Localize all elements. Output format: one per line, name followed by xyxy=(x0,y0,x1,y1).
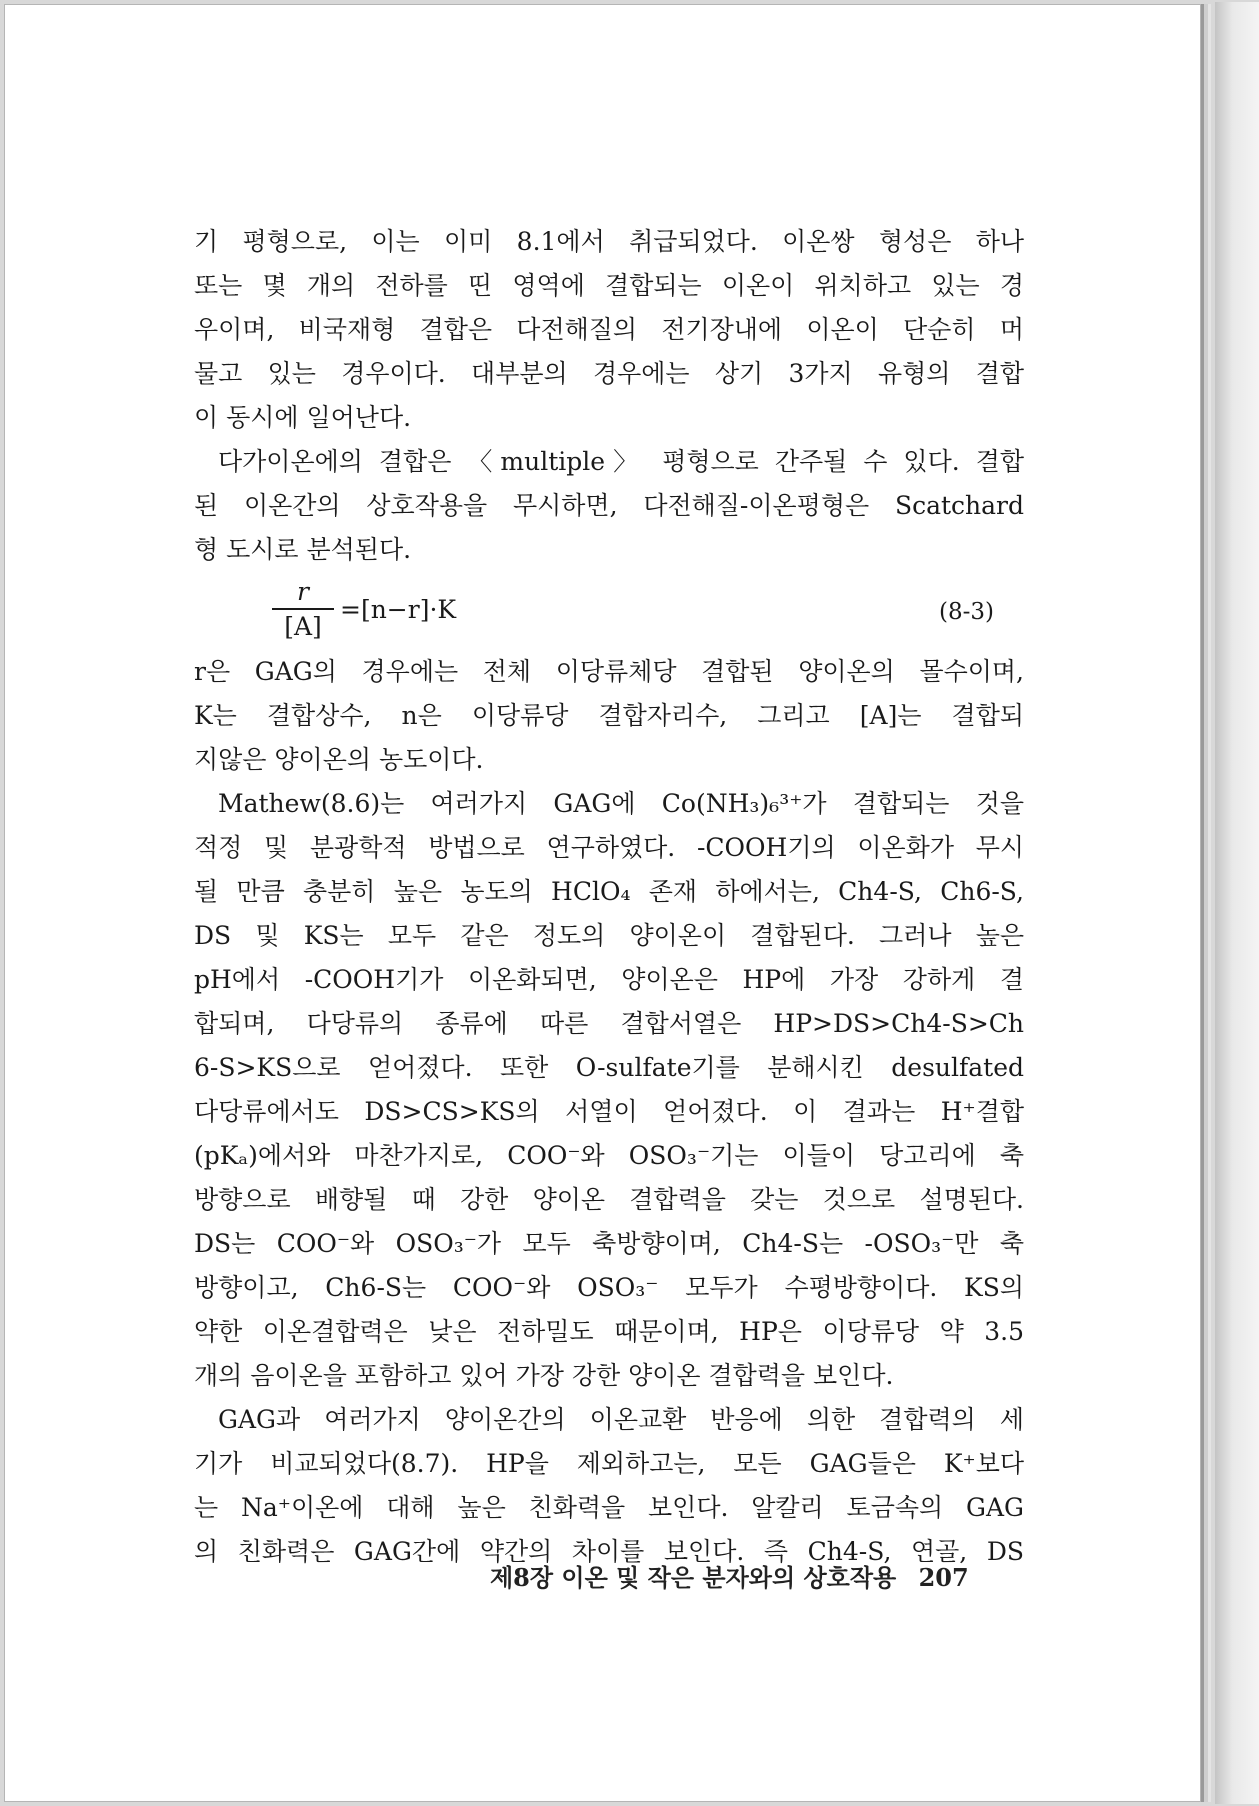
page-edge-shadow xyxy=(1215,2,1259,1804)
text-line: 의 친화력은 GAG간에 약간의 차이를 보인다. 즉 Ch4-S, 연골, DS xyxy=(194,1537,1024,1566)
text-line: K는 결합상수, n은 이당류당 결합자리수, 그리고 [A]는 결합되 xyxy=(194,701,1024,730)
text-line: 될 만큼 충분히 높은 농도의 HClO₄ 존재 하에서는, Ch4-S, Ch6-S, xyxy=(194,877,1024,906)
text-line: GAG과 여러가지 양이온간의 이온교환 반응에 의한 결합력의 세 xyxy=(218,1405,1024,1434)
text-line: 기가 비교되었다(8.7). HP을 제외하고는, 모든 GAG들은 K⁺보다 xyxy=(194,1449,1024,1478)
text-line: 형 도시로 분석된다. xyxy=(194,535,412,564)
equation-denominator: [A] xyxy=(284,612,322,641)
text-line: 방향이고, Ch6-S는 COO⁻와 OSO₃⁻ 모두가 수평방향이다. KS의 xyxy=(194,1273,1024,1302)
equation-number: (8-3) xyxy=(939,599,994,625)
running-footer xyxy=(490,1558,1010,1598)
equation xyxy=(194,578,1024,646)
page-number: 207 xyxy=(918,1563,969,1592)
text-line: 이 동시에 일어난다. xyxy=(194,403,412,432)
text-line: DS 및 KS는 모두 같은 정도의 양이온이 결합된다. 그러나 높은 xyxy=(194,921,1024,950)
text-line: 다당류에서도 DS>CS>KS의 서열이 얻어졌다. 이 결과는 H⁺결합 xyxy=(194,1097,1024,1126)
equation-fraction xyxy=(272,578,334,642)
paragraph xyxy=(194,1398,1024,1574)
text-line: DS는 COO⁻와 OSO₃⁻가 모두 축방향이며, Ch4-S는 -OSO₃⁻만 축 xyxy=(194,1229,1024,1258)
fraction-bar xyxy=(272,608,334,610)
paragraph xyxy=(194,440,1024,572)
text-line: 우이며, 비국재형 결합은 다전해질의 전기장내에 이온이 단순히 머 xyxy=(194,315,1024,344)
text-line: 6-S>KS으로 얻어졌다. 또한 O-sulfate기를 분해시킨 desulfated xyxy=(194,1053,1024,1082)
text-line: 물고 있는 경우이다. 대부분의 경우에는 상기 3가지 유형의 결합 xyxy=(194,359,1024,388)
text-line: r은 GAG의 경우에는 전체 이당류체당 결합된 양이온의 몰수이며, xyxy=(194,657,1024,686)
paragraph xyxy=(194,782,1024,1398)
text-line: 적정 및 분광학적 방법으로 연구하였다. -COOH기의 이온화가 무시 xyxy=(194,833,1024,862)
body-text xyxy=(194,220,1024,1574)
text-line: 기 평형으로, 이는 이미 8.1에서 취급되었다. 이온쌍 형성은 하나 xyxy=(194,227,1024,256)
text-line: pH에서 -COOH기가 이온화되면, 양이온은 HP에 가장 강하게 결 xyxy=(194,965,1024,994)
text-line: 합되며, 다당류의 종류에 따른 결합서열은 HP>DS>Ch4-S>Ch xyxy=(194,1009,1024,1038)
text-line: 다가이온에의 결합은 〈multiple〉 평형으로 간주될 수 있다. 결합 xyxy=(218,447,1024,476)
paragraph xyxy=(194,220,1024,440)
paragraph xyxy=(194,650,1024,782)
text-line: 지않은 양이온의 농도이다. xyxy=(194,745,484,774)
text-line: 는 Na⁺이온에 대해 높은 친화력을 보인다. 알칼리 토금속의 GAG xyxy=(194,1493,1024,1522)
text-line: 또는 몇 개의 전하를 띤 영역에 결합되는 이온이 위치하고 있는 경 xyxy=(194,271,1024,300)
chapter-title: 제8장 이온 및 작은 분자와의 상호작용 xyxy=(490,1563,897,1592)
equation-numerator: r xyxy=(297,577,309,606)
text-line: 약한 이온결합력은 낮은 전하밀도 때문이며, HP은 이당류당 약 3.5 xyxy=(194,1317,1024,1346)
text-line: (pKₐ)에서와 마찬가지로, COO⁻와 OSO₃⁻기는 이들이 당고리에 축 xyxy=(194,1141,1024,1170)
equation-rhs: =[n−r]·K xyxy=(340,595,457,624)
text-line: 개의 음이온을 포함하고 있어 가장 강한 양이온 결합력을 보인다. xyxy=(194,1361,894,1390)
text-line: Mathew(8.6)는 여러가지 GAG에 Co(NH₃)₆³⁺가 결합되는 것을 xyxy=(218,789,1024,818)
text-line: 방향으로 배향될 때 강한 양이온 결합력을 갖는 것으로 설명된다. xyxy=(194,1185,1024,1214)
text-line: 된 이온간의 상호작용을 무시하면, 다전해질-이온평형은 Scatchard xyxy=(194,491,1024,520)
